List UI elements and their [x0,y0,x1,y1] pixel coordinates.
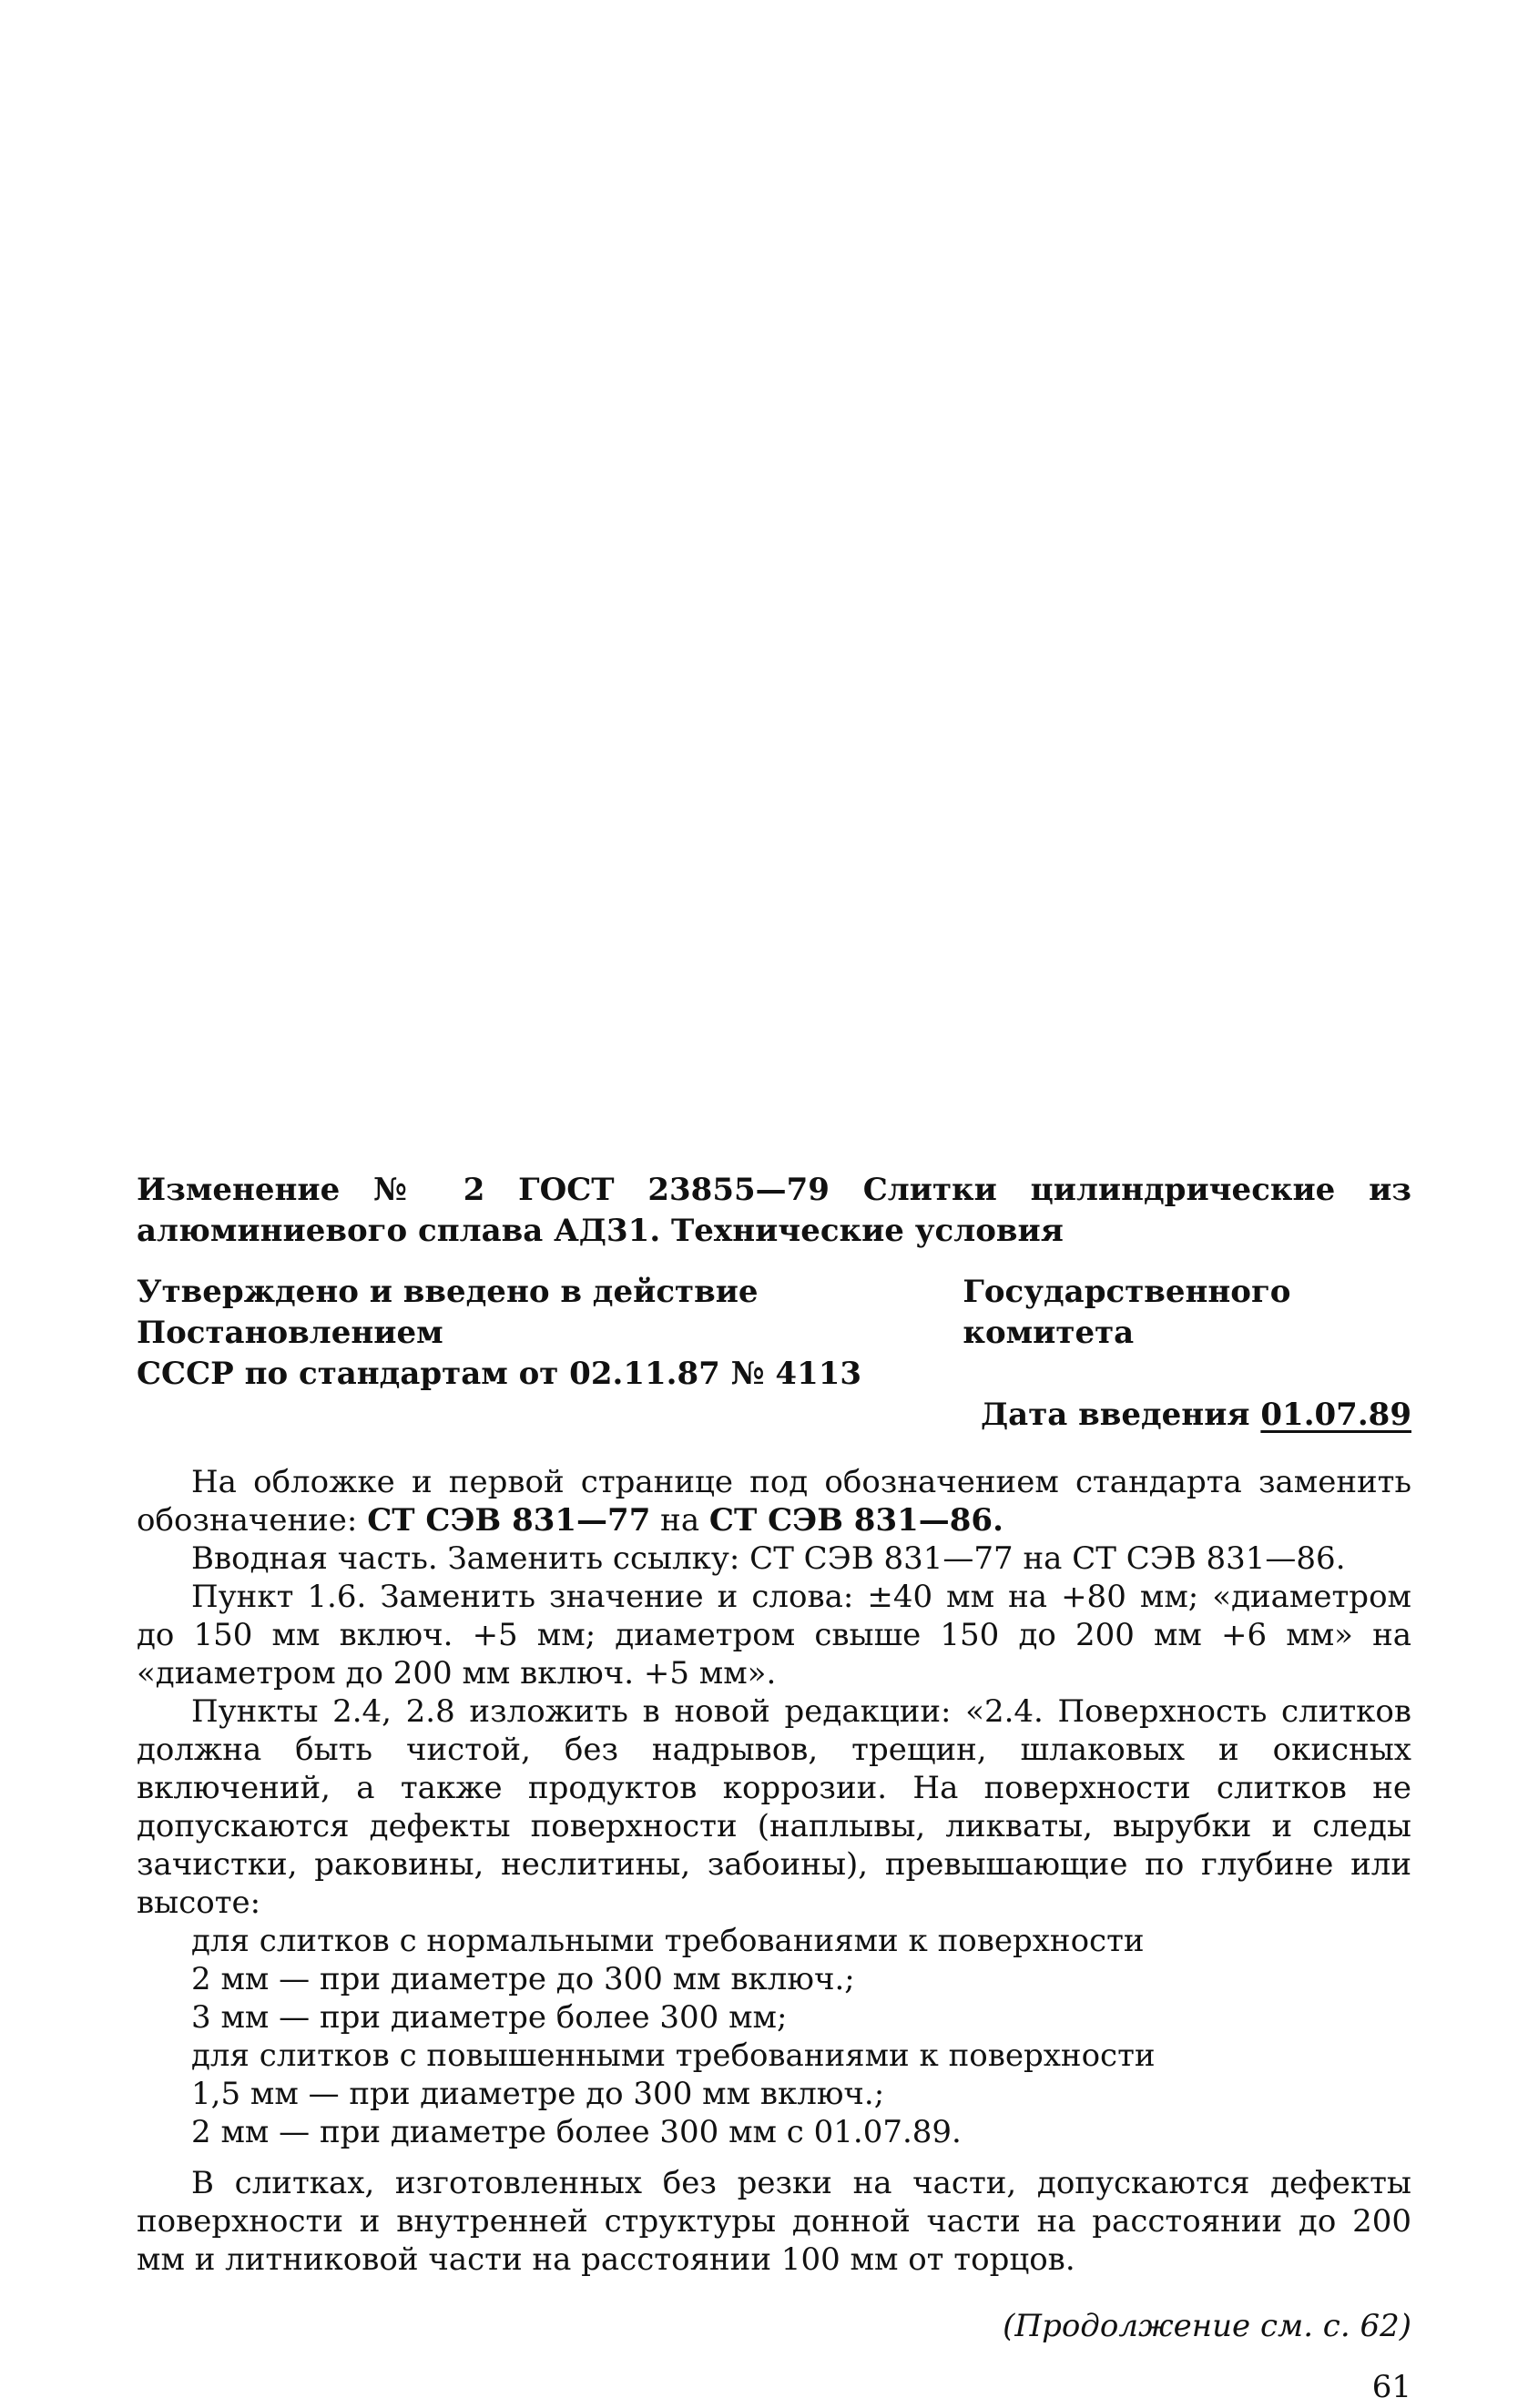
amendment-content [137,1170,1411,2408]
approval-line-1 [137,1272,1411,1354]
list-item: для слитков с повышенными требованиями к поверхности [191,2037,1156,2074]
amendment-title: Изменение № 2 ГОСТ 23855—79 Слитки цилиндрические из алюминиевого сплава АД31. Технические условия [137,1172,1411,1249]
paragraph-intro-part: Вводная часть. Заменить ссылку: СТ СЭВ 831—77 на СТ СЭВ 831—86. [191,1540,1346,1577]
approval-block [137,1272,1411,1395]
paragraph-cover [137,1463,1411,1539]
paragraph-cover-text: На обложке и первой странице под обозначением стандарта заменить обозначение: [137,1464,1411,1539]
continuation-note: (Продолжение см. с. 62) [1003,2308,1411,2344]
paragraph-clause-2-4: Пункты 2.4, 2.8 изложить в новой редакции: «2.4. Поверхность слитков должна быть чистой, без надрывов, трещин, шлаковых и окисных включений, а также продуктов коррозии. На поверхности слитков не допускаются дефекты поверхности (наплывы, ликваты, вырубки и следы зачистки, раковины, неслитины, забоины), превышающие по глубине или высоте: [137,1693,1411,1921]
list-item: 2 мм — при диаметре более 300 мм с 01.07.89. [191,2114,962,2150]
intro-date-value: 01.07.89 [1260,1397,1411,1433]
list-item: 2 мм — при диаметре до 300 мм включ.; [191,1961,855,1997]
paragraph-cover-connector: на [650,1502,709,1539]
paragraph-clause-1-6: Пункт 1.6. Заменить значение и слова: ±40 мм на +80 мм; «диаметром до 150 мм включ. +5 мм; диаметром свыше 150 до 200 мм +6 мм» на «диаметром до 200 мм включ. +5 мм». [137,1579,1411,1692]
page-number: 61 [1371,2369,1411,2405]
list-item: 3 мм — при диаметре более 300 мм; [191,1999,788,2036]
new-designation: СТ СЭВ 831—86. [708,1502,1003,1539]
paragraph-uncut-ingots: В слитках, изготовленных без резки на части, допускаются дефекты поверхности и внутренней структуры донной части на расстоянии до 200 мм и литниковой части на расстоянии 100 мм от торцов. [137,2165,1411,2278]
list-item: 1,5 мм — при диаметре до 300 мм включ.; [191,2076,885,2112]
approval-right: Государственного комитета [963,1274,1291,1351]
introduction-date [137,1395,1411,1436]
old-designation: СТ СЭВ 831—77 [367,1502,651,1539]
amendment-body [137,1463,1411,2279]
approval-line-2: СССР по стандартам от 02.11.87 № 4113 [137,1356,862,1392]
approval-left: Утверждено и введено в действие Постановлением [137,1274,759,1351]
list-item: для слитков с нормальными требованиями к поверхности [191,1923,1145,1959]
intro-date-label: Дата введения [980,1397,1250,1433]
